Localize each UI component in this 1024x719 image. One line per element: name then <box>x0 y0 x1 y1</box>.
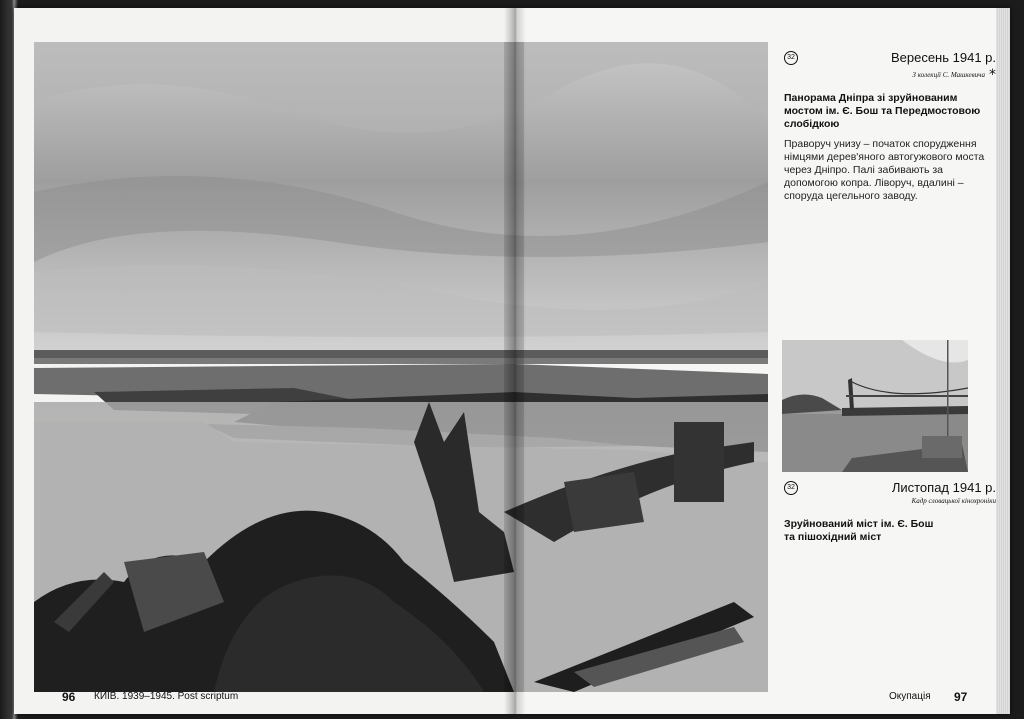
photo-number-badge: 32 <box>784 51 798 65</box>
inset-caption-header <box>784 480 996 505</box>
photo-credit: З колекції С. Машкевича <box>912 71 985 79</box>
photo-date: Вересень 1941 р. <box>890 50 996 65</box>
asterisk-mark: * <box>989 67 996 83</box>
inset-caption-title: Зруйнований міст ім. Є. Бош та пішохідний міст <box>784 518 934 543</box>
inset-photo <box>782 340 968 472</box>
main-caption-description: Праворуч унизу – початок спорудження німцями дерев'яного автогужового моста через Дніпро. Палі забивають за допомогою копра. Ліворуч, вдалині – споруда цегельного заводу. <box>784 138 985 202</box>
main-caption-header <box>784 50 996 83</box>
page-edges <box>996 8 1010 714</box>
main-caption-title: Панорама Дніпра зі зруйнованим мостом ім. Є. Бош та Передмостовою слобідкою <box>784 92 981 130</box>
running-title: КИЇВ. 1939–1945. Post scriptum <box>94 691 239 702</box>
book-spread <box>14 8 1010 714</box>
inset-number-badge: 32 <box>784 481 798 495</box>
inset-date: Листопад 1941 р. <box>891 480 996 495</box>
section-name: Окупація <box>889 691 931 702</box>
panorama-photo <box>34 42 768 692</box>
panorama-image <box>34 42 768 692</box>
book-gutter <box>504 8 526 714</box>
inset-image <box>782 340 968 472</box>
inset-credit: Кадр словацької кінохроніки <box>911 497 996 505</box>
right-page-number: 97 <box>954 690 968 704</box>
left-page-number: 96 <box>62 690 76 704</box>
